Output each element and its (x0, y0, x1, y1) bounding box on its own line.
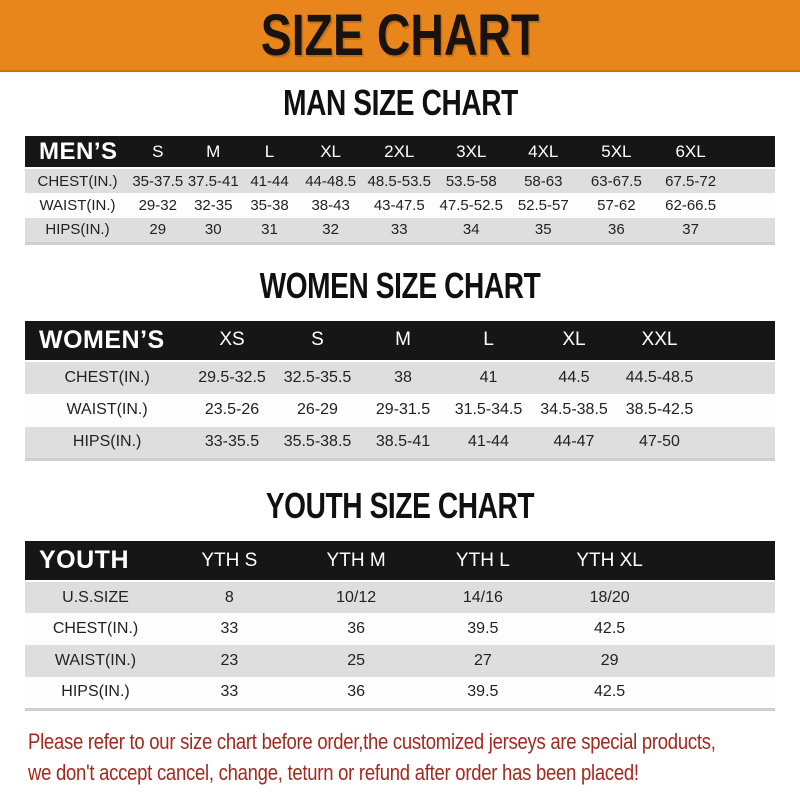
filler-cell (702, 361, 775, 394)
size-value-cell: 34.5-38.5 (531, 394, 617, 427)
size-value-cell: 33 (166, 613, 293, 645)
filler-cell (673, 645, 775, 677)
size-column-header: S (275, 321, 361, 361)
size-value-cell: 42.5 (546, 677, 673, 709)
filler-cell (673, 613, 775, 645)
size-column-header: M (186, 136, 242, 168)
size-value-cell: 25 (293, 645, 420, 677)
size-column-header: L (446, 321, 532, 361)
size-value-cell: 38-43 (298, 193, 363, 218)
size-value-cell: 33 (363, 218, 435, 243)
disclaimer-line-1-text: Please refer to our size chart before order,the customized jerseys are special products, (28, 728, 716, 754)
disclaimer-line-1 (28, 726, 800, 757)
disclaimer (28, 726, 800, 788)
size-value-cell: 44.5 (531, 361, 617, 394)
measurement-row-label: HIPS(IN.) (25, 218, 130, 243)
measurement-row (25, 677, 775, 709)
size-header-row (25, 321, 775, 361)
size-value-cell: 35-38 (241, 193, 298, 218)
man-section-heading (0, 84, 800, 122)
size-value-cell: 37.5-41 (186, 168, 242, 193)
size-chart-banner (0, 0, 800, 72)
size-value-cell: 41 (446, 361, 532, 394)
measurement-row-label: HIPS(IN.) (25, 427, 189, 460)
measurement-row (25, 218, 775, 243)
size-header-row (25, 136, 775, 168)
measurement-row-label: U.S.SIZE (25, 581, 166, 613)
filler-cell (702, 394, 775, 427)
table-corner-label: WOMEN’S (25, 321, 189, 361)
filler-cell (673, 541, 775, 581)
size-column-header: 6XL (653, 136, 727, 168)
size-value-cell: 34 (435, 218, 507, 243)
measurement-row-label: WAIST(IN.) (25, 645, 166, 677)
size-value-cell: 27 (419, 645, 546, 677)
filler-cell (673, 581, 775, 613)
size-value-cell: 39.5 (419, 613, 546, 645)
filler-cell (702, 321, 775, 361)
size-column-header: XL (298, 136, 363, 168)
filler-cell (728, 168, 775, 193)
size-value-cell: 39.5 (419, 677, 546, 709)
size-column-header: YTH L (419, 541, 546, 581)
size-value-cell: 35 (507, 218, 579, 243)
size-column-header: 3XL (435, 136, 507, 168)
measurement-row (25, 193, 775, 218)
size-value-cell: 47-50 (617, 427, 703, 460)
size-value-cell: 32 (298, 218, 363, 243)
youth-size-table (25, 541, 775, 711)
size-value-cell: 43-47.5 (363, 193, 435, 218)
measurement-row-label: HIPS(IN.) (25, 677, 166, 709)
size-column-header: S (130, 136, 186, 168)
size-value-cell: 36 (579, 218, 653, 243)
youth-section-heading (0, 487, 800, 525)
women-section-heading (0, 264, 800, 306)
size-column-header: L (241, 136, 298, 168)
size-value-cell: 8 (166, 581, 293, 613)
size-value-cell: 52.5-57 (507, 193, 579, 218)
size-value-cell: 18/20 (546, 581, 673, 613)
size-value-cell: 10/12 (293, 581, 420, 613)
measurement-row (25, 394, 775, 427)
disclaimer-line-2 (28, 757, 800, 788)
size-value-cell: 33-35.5 (189, 427, 275, 460)
filler-cell (728, 136, 775, 168)
disclaimer-line-2-text: we don't accept cancel, change, teturn or refund after order has been placed! (28, 759, 639, 785)
size-value-cell: 32.5-35.5 (275, 361, 361, 394)
man-section-heading-text: MAN SIZE CHART (282, 82, 518, 123)
size-value-cell: 47.5-52.5 (435, 193, 507, 218)
size-column-header: XXL (617, 321, 703, 361)
size-value-cell: 35-37.5 (130, 168, 186, 193)
size-value-cell: 33 (166, 677, 293, 709)
size-value-cell: 57-62 (579, 193, 653, 218)
measurement-row (25, 613, 775, 645)
size-value-cell: 38.5-42.5 (617, 394, 703, 427)
size-value-cell: 63-67.5 (579, 168, 653, 193)
measurement-row-label: CHEST(IN.) (25, 613, 166, 645)
table-corner-label: YOUTH (25, 541, 166, 581)
measurement-row (25, 168, 775, 193)
table-corner-label: MEN’S (25, 136, 130, 168)
banner-title: SIZE CHART (260, 2, 540, 68)
women-section-heading-text: WOMEN SIZE CHART (259, 264, 541, 306)
measurement-row-label: CHEST(IN.) (25, 168, 130, 193)
size-value-cell: 30 (186, 218, 242, 243)
size-value-cell: 29 (130, 218, 186, 243)
size-column-header: YTH M (293, 541, 420, 581)
size-value-cell: 35.5-38.5 (275, 427, 361, 460)
size-column-header: 2XL (363, 136, 435, 168)
size-value-cell: 67.5-72 (653, 168, 727, 193)
measurement-row (25, 581, 775, 613)
size-value-cell: 29.5-32.5 (189, 361, 275, 394)
size-column-header: M (360, 321, 446, 361)
filler-cell (702, 427, 775, 460)
size-value-cell: 26-29 (275, 394, 361, 427)
measurement-row-label: WAIST(IN.) (25, 193, 130, 218)
size-column-header: 5XL (579, 136, 653, 168)
size-value-cell: 62-66.5 (653, 193, 727, 218)
size-value-cell: 36 (293, 677, 420, 709)
size-value-cell: 42.5 (546, 613, 673, 645)
filler-cell (728, 193, 775, 218)
filler-cell (728, 218, 775, 243)
size-value-cell: 23.5-26 (189, 394, 275, 427)
size-column-header: YTH S (166, 541, 293, 581)
size-value-cell: 37 (653, 218, 727, 243)
measurement-row-label: WAIST(IN.) (25, 394, 189, 427)
size-value-cell: 58-63 (507, 168, 579, 193)
size-value-cell: 29 (546, 645, 673, 677)
size-column-header: XL (531, 321, 617, 361)
size-value-cell: 38 (360, 361, 446, 394)
size-value-cell: 44-47 (531, 427, 617, 460)
size-value-cell: 14/16 (419, 581, 546, 613)
size-value-cell: 41-44 (446, 427, 532, 460)
size-value-cell: 44-48.5 (298, 168, 363, 193)
size-value-cell: 44.5-48.5 (617, 361, 703, 394)
size-value-cell: 53.5-58 (435, 168, 507, 193)
size-value-cell: 31.5-34.5 (446, 394, 532, 427)
youth-section-heading-text: YOUTH SIZE CHART (265, 485, 535, 526)
size-column-header: XS (189, 321, 275, 361)
size-column-header: YTH XL (546, 541, 673, 581)
size-value-cell: 38.5-41 (360, 427, 446, 460)
women-size-table (25, 321, 775, 462)
size-value-cell: 23 (166, 645, 293, 677)
filler-cell (673, 677, 775, 709)
size-value-cell: 36 (293, 613, 420, 645)
size-value-cell: 29-31.5 (360, 394, 446, 427)
measurement-row-label: CHEST(IN.) (25, 361, 189, 394)
size-value-cell: 31 (241, 218, 298, 243)
size-value-cell: 29-32 (130, 193, 186, 218)
size-header-row (25, 541, 775, 581)
size-value-cell: 48.5-53.5 (363, 168, 435, 193)
size-column-header: 4XL (507, 136, 579, 168)
measurement-row (25, 361, 775, 394)
size-value-cell: 41-44 (241, 168, 298, 193)
size-value-cell: 32-35 (186, 193, 242, 218)
measurement-row (25, 427, 775, 460)
men-size-table (25, 136, 775, 245)
measurement-row (25, 645, 775, 677)
